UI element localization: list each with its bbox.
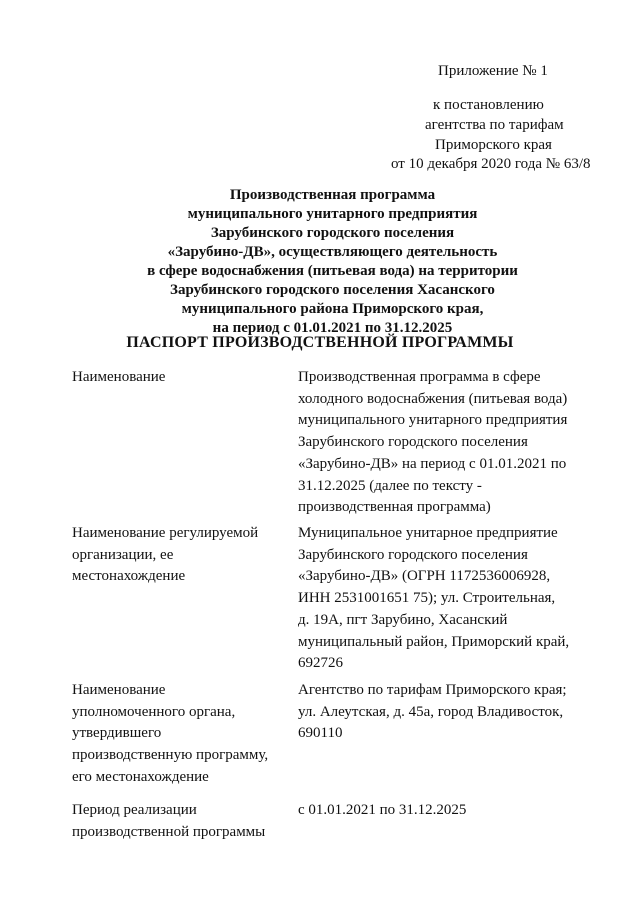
- value-line: муниципальный район, Приморский край,: [298, 633, 570, 650]
- label-line: Наименование: [72, 369, 166, 385]
- value-line: ИНН 2531001651 75); ул. Строительная,: [298, 590, 556, 607]
- label-line: его местонахождение: [72, 768, 209, 785]
- label-line: уполномоченного органа,: [72, 703, 236, 720]
- document-title: [0, 186, 640, 338]
- value-line: 690110: [298, 725, 343, 742]
- value-line: Муниципальное унитарное предприятие: [298, 525, 558, 541]
- label-line: организации, ее: [72, 546, 174, 563]
- label-line: Наименование: [72, 682, 166, 698]
- title-line: Зарубинского городского поселения: [210, 225, 455, 241]
- row-label-period: [72, 800, 265, 843]
- appendix-number: Приложение № 1: [438, 63, 548, 79]
- value-line: д. 19А, пгт Зарубино, Хасанский: [298, 611, 508, 628]
- value-line: «Зарубино-ДВ» (ОГРН 1172536006928,: [298, 568, 551, 585]
- title-line: Зарубинского городского поселения Хасанского: [170, 282, 495, 298]
- appendix-region: Приморского края: [435, 137, 552, 153]
- title-line: муниципального района Приморского края,: [181, 301, 484, 317]
- row-value-authority: [298, 680, 567, 745]
- value-line: 31.12.2025 (далее по тексту -: [298, 477, 482, 494]
- title-line: «Зарубино-ДВ», осуществляющего деятельность: [167, 244, 498, 260]
- row-value-organization: [298, 523, 569, 675]
- value-line: ул. Алеутская, д. 45а, город Владивосток,: [298, 703, 564, 720]
- value-line: холодного водоснабжения (питьевая вода): [298, 390, 568, 407]
- row-value-name: [298, 367, 567, 519]
- value-line: с 01.01.2021 по 31.12.2025: [298, 802, 467, 818]
- row-label-organization: [72, 523, 258, 588]
- value-line: производственная программа): [298, 499, 491, 516]
- label-line: производственную программу,: [72, 747, 269, 764]
- title-line: Производственная программа: [229, 187, 436, 203]
- title-line: на период с 01.01.2021 по 31.12.2025: [212, 320, 453, 336]
- appendix-resolution: к постановлению: [433, 97, 544, 113]
- value-line: «Зарубино-ДВ» на период с 01.01.2021 по: [298, 455, 567, 472]
- row-label-authority: [72, 680, 268, 789]
- label-line: местонахождение: [72, 568, 186, 585]
- value-line: Производственная программа в сфере: [298, 369, 541, 385]
- row-label-name: [72, 367, 165, 389]
- passport-heading: ПАСПОРТ ПРОИЗВОДСТВЕННОЙ ПРОГРАММЫ: [126, 334, 514, 351]
- row-value-period: [298, 800, 466, 822]
- appendix-date: от 10 декабря 2020 года № 63/8: [391, 156, 591, 172]
- value-line: муниципального унитарного предприятия: [298, 412, 568, 429]
- title-line: в сфере водоснабжения (питьевая вода) на территории: [147, 263, 518, 279]
- value-line: Зарубинского городского поселения: [298, 546, 528, 563]
- label-line: утвердившего: [72, 725, 162, 742]
- value-line: 692726: [298, 655, 343, 672]
- value-line: Зарубинского городского поселения: [298, 434, 528, 451]
- title-line: муниципального унитарного предприятия: [187, 206, 478, 222]
- label-line: Наименование регулируемой: [72, 525, 259, 541]
- appendix-agency: агентства по тарифам: [425, 117, 564, 133]
- value-line: Агентство по тарифам Приморского края;: [298, 682, 567, 698]
- label-line: Период реализации: [72, 802, 197, 818]
- label-line: производственной программы: [72, 823, 266, 840]
